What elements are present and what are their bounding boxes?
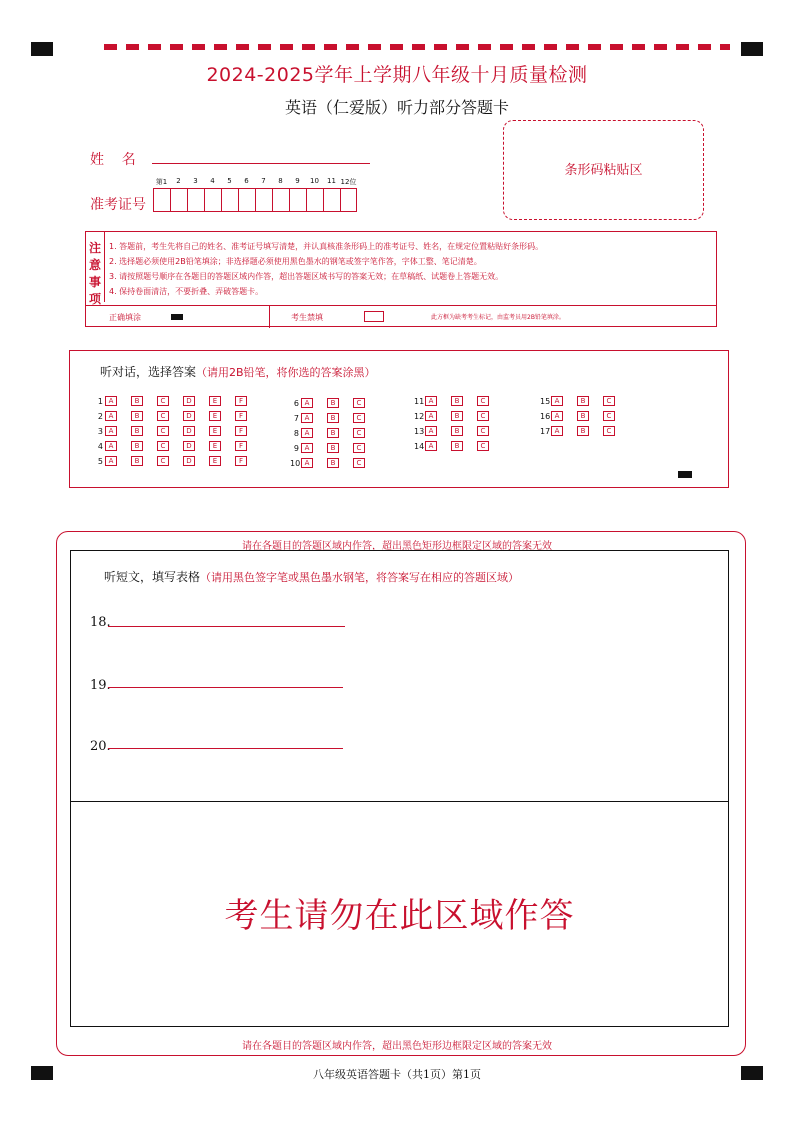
absent-note: 此方框为缺考考生标记，由监考员用2B铅笔填涂。 [431,314,565,321]
id-label: 准考证号 [90,197,146,213]
id-number-grid[interactable] [153,188,357,212]
id-digit-label: 8 [278,177,283,185]
option-bubble-c[interactable]: C [353,428,365,438]
option-bubble-a[interactable]: A [301,413,313,423]
name-field[interactable] [152,163,370,164]
option-bubble-d[interactable]: D [183,456,195,466]
alignment-mark-top-right [741,42,763,56]
section-divider [70,801,729,802]
barcode-area [503,120,704,220]
question-number: 13 [414,426,425,436]
option-bubble-e[interactable]: E [209,411,221,421]
question-number: 1 [97,396,103,406]
absent-label: 考生禁填 [291,313,323,322]
id-digit-label: 9 [295,177,300,185]
question-row [94,411,261,421]
absent-checkbox[interactable] [364,311,384,322]
question-row [540,396,629,406]
option-bubble-a[interactable]: A [425,411,437,421]
question-number: 6 [293,398,299,408]
option-bubble-a[interactable]: A [551,396,563,406]
id-digit-label: 第1 [155,178,168,186]
question-number: 16 [540,411,551,421]
option-bubble-b[interactable]: B [131,411,143,421]
no-answer-zone: 考生请勿在此区域作答 [224,896,575,936]
notice-line: 1. 答题前，考生先将自己的姓名、准考证号填写清楚，并认真核准条形码上的准考证号、姓名，在规定位置粘贴好条形码。 [109,242,544,251]
question-row [540,426,629,436]
option-bubble-c[interactable]: C [477,441,489,451]
option-bubble-a[interactable]: A [105,441,117,451]
question-row [290,413,379,423]
answer-18-line[interactable] [108,626,345,627]
question-number: 7 [293,413,299,423]
option-bubble-b[interactable]: B [577,411,589,421]
option-bubble-f[interactable]: F [235,426,247,436]
page-title: 2024-2025学年上学期八年级十月质量检测 [206,64,588,86]
option-bubble-a[interactable]: A [425,396,437,406]
option-bubble-c[interactable]: C [157,396,169,406]
name-label: 姓 名 [90,152,136,168]
answer-box [70,550,729,1027]
option-bubble-b[interactable]: B [131,441,143,451]
question-row [290,398,379,408]
question-row [94,396,261,406]
option-bubble-c[interactable]: C [157,411,169,421]
option-bubble-a[interactable]: A [301,428,313,438]
notice-lines [109,239,543,299]
id-digit-label: 12位 [340,178,357,186]
id-digit-label: 6 [244,177,249,185]
timing-marks [104,44,730,50]
choice-section [69,350,729,488]
warning-bottom: 请在各题目的答题区域内作答，超出黑色矩形边框限定区域的答案无效 [242,1041,552,1052]
option-bubble-e[interactable]: E [209,426,221,436]
option-bubble-c[interactable]: C [353,443,365,453]
option-bubble-a[interactable]: A [105,456,117,466]
question-number: 14 [414,441,425,451]
id-digit-label: 10 [310,177,319,185]
option-bubble-c[interactable]: C [353,398,365,408]
page-subtitle: 英语（仁爱版）听力部分答题卡 [284,98,509,117]
alignment-mark-top-left [31,42,53,56]
option-bubble-f[interactable]: F [235,396,247,406]
option-bubble-c[interactable]: C [353,413,365,423]
answer-18-label: 18. [90,615,111,630]
correct-fill-label: 正确填涂 [109,313,141,322]
question-number: 15 [540,396,551,406]
choice-section-title: 听对话，选择答案（请用2B铅笔，将你选的答案涂黑） [100,365,376,379]
notice-line: 4. 保持卷面清洁，不要折叠、弄破答题卡。 [109,287,264,296]
option-bubble-c[interactable]: C [477,396,489,406]
option-bubble-a[interactable]: A [425,426,437,436]
option-bubble-c[interactable]: C [477,411,489,421]
question-row [540,411,629,421]
option-bubble-b[interactable]: B [451,396,463,406]
option-bubble-c[interactable]: C [157,441,169,451]
option-bubble-b[interactable]: B [327,413,339,423]
option-bubble-b[interactable]: B [131,396,143,406]
question-number: 4 [97,441,103,451]
option-bubble-c[interactable]: C [603,426,615,436]
option-bubble-f[interactable]: F [235,456,247,466]
option-bubble-a[interactable]: A [425,441,437,451]
notice-heading: 注 意 事 项 [86,232,105,302]
option-bubble-b[interactable]: B [131,456,143,466]
option-bubble-f[interactable]: F [235,441,247,451]
question-number: 8 [293,428,299,438]
question-number: 2 [97,411,103,421]
option-bubble-a[interactable]: A [301,458,313,468]
option-bubble-c[interactable]: C [353,458,365,468]
option-bubble-a[interactable]: A [551,426,563,436]
id-digit-label: 5 [227,177,232,185]
option-bubble-b[interactable]: B [451,426,463,436]
option-bubble-c[interactable]: C [603,411,615,421]
question-row [94,441,261,451]
id-digit-label: 7 [261,177,266,185]
answer-19-line[interactable] [108,687,343,688]
question-number: 12 [414,411,425,421]
option-bubble-e[interactable]: E [209,396,221,406]
notice-line: 2. 选择题必须使用2B铅笔填涂；非选择题必须使用黑色墨水的钢笔或签字笔作答，字体工整、笔记清楚。 [109,257,482,266]
answer-19-label: 19. [90,678,111,693]
warning-top: 请在各题目的答题区域内作答，超出黑色矩形边框限定区域的答案无效 [242,541,552,552]
question-number: 10 [290,458,301,468]
question-row [290,458,379,468]
option-bubble-f[interactable]: F [235,411,247,421]
question-row [94,456,261,466]
option-bubble-b[interactable]: B [577,426,589,436]
option-bubble-c[interactable]: C [157,456,169,466]
option-bubble-d[interactable]: D [183,396,195,406]
answer-20-line[interactable] [108,748,343,749]
question-row [290,428,379,438]
option-bubble-b[interactable]: B [131,426,143,436]
question-number: 5 [97,456,103,466]
option-bubble-b[interactable]: B [327,428,339,438]
id-digit-label: 4 [210,177,215,185]
page-footer: 八年级英语答题卡（共1页）第1页 [313,1068,481,1081]
id-digit-label: 2 [176,177,181,185]
option-bubble-b[interactable]: B [577,396,589,406]
option-bubble-c[interactable]: C [157,426,169,436]
barcode-label: 条形码粘贴区 [564,163,643,178]
id-digit-label: 11 [327,177,336,185]
option-bubble-b[interactable]: B [327,398,339,408]
fill-section-title: 听短文，填写表格（请用黑色签字笔或黑色墨水钢笔，将答案写在相应的答题区域） [104,570,520,584]
notice-bottom-row [86,305,716,328]
option-bubble-d[interactable]: D [183,441,195,451]
question-row [414,441,503,451]
option-bubble-a[interactable]: A [551,411,563,421]
question-row [94,426,261,436]
answer-20-label: 20. [90,739,111,754]
option-bubble-c[interactable]: C [603,396,615,406]
option-bubble-c[interactable]: C [477,426,489,436]
section-mark [678,471,692,478]
option-bubble-b[interactable]: B [451,411,463,421]
id-digit-label: 3 [193,177,198,185]
notice-line: 3. 请按照题号顺序在各题目的答题区域内作答，超出答题区域书写的答案无效；在草稿纸、试题卷上答题无效。 [109,272,504,281]
option-bubble-d[interactable]: D [183,426,195,436]
option-bubble-a[interactable]: A [301,398,313,408]
option-bubble-a[interactable]: A [301,443,313,453]
correct-fill-sample [171,314,183,320]
notice-box [85,231,717,327]
option-bubble-a[interactable]: A [105,411,117,421]
divider [269,306,270,328]
option-bubble-e[interactable]: E [209,456,221,466]
option-bubble-a[interactable]: A [105,396,117,406]
option-bubble-b[interactable]: B [327,443,339,453]
option-bubble-a[interactable]: A [105,426,117,436]
question-row [414,411,503,421]
option-bubble-e[interactable]: E [209,441,221,451]
question-number: 9 [293,443,299,453]
question-number: 3 [97,426,103,436]
question-number: 17 [540,426,551,436]
option-bubble-b[interactable]: B [327,458,339,468]
question-number: 11 [414,396,425,406]
option-bubble-d[interactable]: D [183,411,195,421]
question-row [290,443,379,453]
question-row [414,426,503,436]
question-row [414,396,503,406]
option-bubble-b[interactable]: B [451,441,463,451]
